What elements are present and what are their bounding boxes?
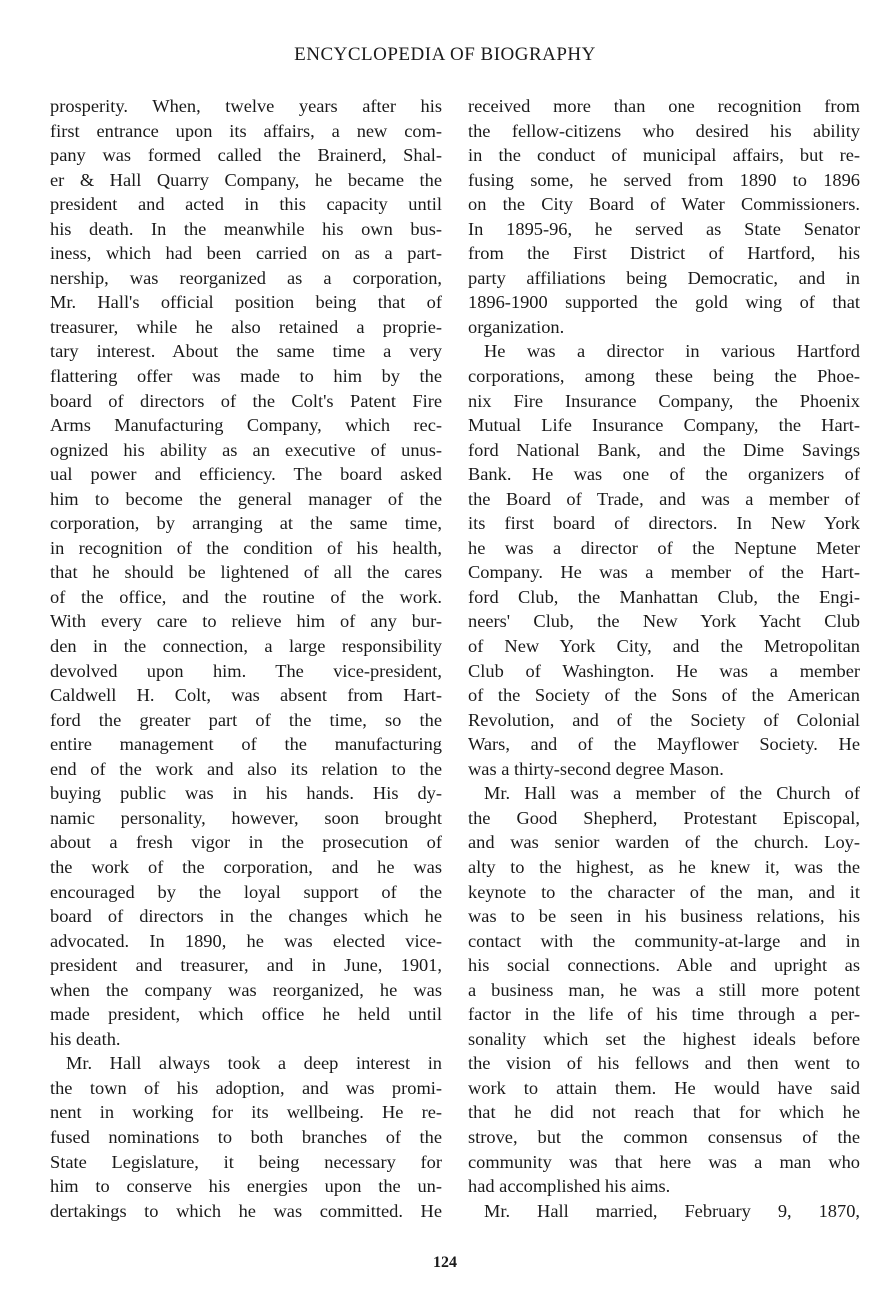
text-line: Mutual Life Insurance Company, the Hart- [468,415,860,436]
text-line: community was that here was a man who [468,1151,860,1172]
text-line: With every care to relieve him of any bur- [50,611,442,632]
running-header: ENCYCLOPEDIA OF BIOGRAPHY [294,44,596,65]
text-line: buying public was in his hands. His dy- [50,783,442,804]
right-text-column [468,94,860,1223]
text-line: Company. He was a member of the Hart- [468,562,860,583]
text-line: was a thirty-second degree Mason. [468,758,724,779]
text-line: nership, was reorganized as a corporation, [50,267,442,288]
text-line: Mr. Hall always took a deep interest in [66,1053,442,1074]
text-line: tary interest. About the same time a very [50,341,442,362]
text-line: Club of Washington. He was a member [468,660,860,681]
text-line: nix Fire Insurance Company, the Phoenix [468,390,860,411]
text-line: in recognition of the condition of his health, [50,537,442,558]
text-line: his death. In the meanwhile his own bus- [50,218,442,239]
text-line: of New York City, and the Metropolitan [468,636,860,657]
text-line: of the Society of the Sons of the American [468,685,860,706]
text-line: fusing some, he served from 1890 to 1896 [468,169,860,190]
text-line: contact with the community-at-large and in [468,930,860,951]
text-line: Mr. Hall was a member of the Church of [484,783,860,804]
text-line: in the conduct of municipal affairs, but re- [468,145,860,166]
text-line: that he did not reach that for which he [468,1102,860,1123]
text-line: ford National Bank, and the Dime Savings [468,439,860,460]
text-line: on the City Board of Water Commissioners. [468,194,860,215]
text-line: dertakings to which he was committed. He [50,1200,442,1221]
text-line: was to be seen in his business relations, his [468,906,860,927]
text-line: the Good Shepherd, Protestant Episcopal, [468,807,860,828]
text-line: the work of the corporation, and he was [50,856,442,877]
text-line: work to attain them. He would have said [468,1077,860,1098]
text-line: the fellow-citizens who desired his ability [468,120,860,141]
text-line: first entrance upon its affairs, a new com- [50,120,442,141]
text-line: his social connections. Able and upright as [468,955,860,976]
text-line: flattering offer was made to him by the [50,366,442,387]
text-line: er & Hall Quarry Company, he became the [50,169,442,190]
text-line: devolved upon him. The vice-president, [50,660,442,681]
text-line: Wars, and of the Mayflower Society. He [468,734,860,755]
text-line: Revolution, and of the Society of Colonial [468,709,860,730]
text-line: a business man, he was a still more potent [468,979,860,1000]
text-line: that he should be lightened of all the cares [50,562,442,583]
page-number: 124 [433,1254,457,1271]
text-line: advocated. In 1890, he was elected vice- [50,930,442,951]
text-line: end of the work and also its relation to the [50,758,442,779]
text-line: about a fresh vigor in the prosecution of [50,832,442,853]
text-line: made president, which office he held until [50,1004,442,1025]
text-line: ual power and efficiency. The board asked [50,464,442,485]
text-line: corporation, by arranging at the same time, [50,513,442,534]
text-line: party affiliations being Democratic, and in [468,267,860,288]
text-line: Arms Manufacturing Company, which rec- [50,415,442,436]
text-line: Caldwell H. Colt, was absent from Hart- [50,685,442,706]
text-line: board of directors of the Colt's Patent Fire [50,390,442,411]
text-line: He was a director in various Hartford [484,341,860,362]
text-line: Mr. Hall's official position being that of [50,292,442,313]
text-line: Mr. Hall married, February 9, 1870, [484,1200,860,1221]
text-line: keynote to the character of the man, and it [468,881,860,902]
text-line: factor in the life of his time through a per- [468,1004,860,1025]
text-line: iness, which had been carried on as a part- [50,243,442,264]
text-line: In 1895-96, he served as State Senator [468,218,860,239]
left-text-column [50,94,442,1223]
text-line: and was senior warden of the church. Loy- [468,832,860,853]
text-line: Bank. He was one of the organizers of [468,464,860,485]
text-line: State Legislature, it being necessary for [50,1151,442,1172]
text-line: 1896-1900 supported the gold wing of that [468,292,860,313]
text-line: corporations, among these being the Phoe- [468,366,860,387]
text-line: from the First District of Hartford, his [468,243,860,264]
text-line: had accomplished his aims. [468,1176,671,1197]
text-line: treasurer, while he also retained a proprie- [50,316,442,337]
text-line: ford Club, the Manhattan Club, the Engi- [468,586,860,607]
text-line: nent in working for its wellbeing. He re- [50,1102,442,1123]
text-line: sonality which set the highest ideals before [468,1028,860,1049]
text-line: the Board of Trade, and was a member of [468,488,860,509]
text-line: its first board of directors. In New York [468,513,860,534]
text-line: den in the connection, a large responsibility [50,636,442,657]
text-line: alty to the highest, as he knew it, was the [468,856,860,877]
text-line: strove, but the common consensus of the [468,1126,860,1147]
text-line: of the office, and the routine of the work. [50,586,442,607]
text-line: board of directors in the changes which he [50,906,442,927]
text-line: president and acted in this capacity until [50,194,442,215]
text-line: ford the greater part of the time, so the [50,709,442,730]
text-line: him to conserve his energies upon the un- [50,1176,442,1197]
text-line: him to become the general manager of the [50,488,442,509]
text-line: pany was formed called the Brainerd, Shal- [50,145,442,166]
text-line: received more than one recognition from [468,96,860,116]
text-line: the vision of his fellows and then went to [468,1053,860,1074]
text-line: his death. [50,1028,121,1049]
text-line: prosperity. When, twelve years after his [50,96,442,116]
text-line: neers' Club, the New York Yacht Club [468,611,860,632]
text-line: when the company was reorganized, he was [50,979,442,1000]
text-line: ognized his ability as an executive of unus- [50,439,442,460]
text-line: the town of his adoption, and was promi- [50,1077,442,1098]
text-line: president and treasurer, and in June, 1901, [50,955,442,976]
text-line: fused nominations to both branches of the [50,1126,442,1147]
text-line: entire management of the manufacturing [50,734,442,755]
text-line: encouraged by the loyal support of the [50,881,442,902]
text-line: organization. [468,316,565,337]
text-line: he was a director of the Neptune Meter [468,537,860,558]
text-line: namic personality, however, soon brought [50,807,442,828]
